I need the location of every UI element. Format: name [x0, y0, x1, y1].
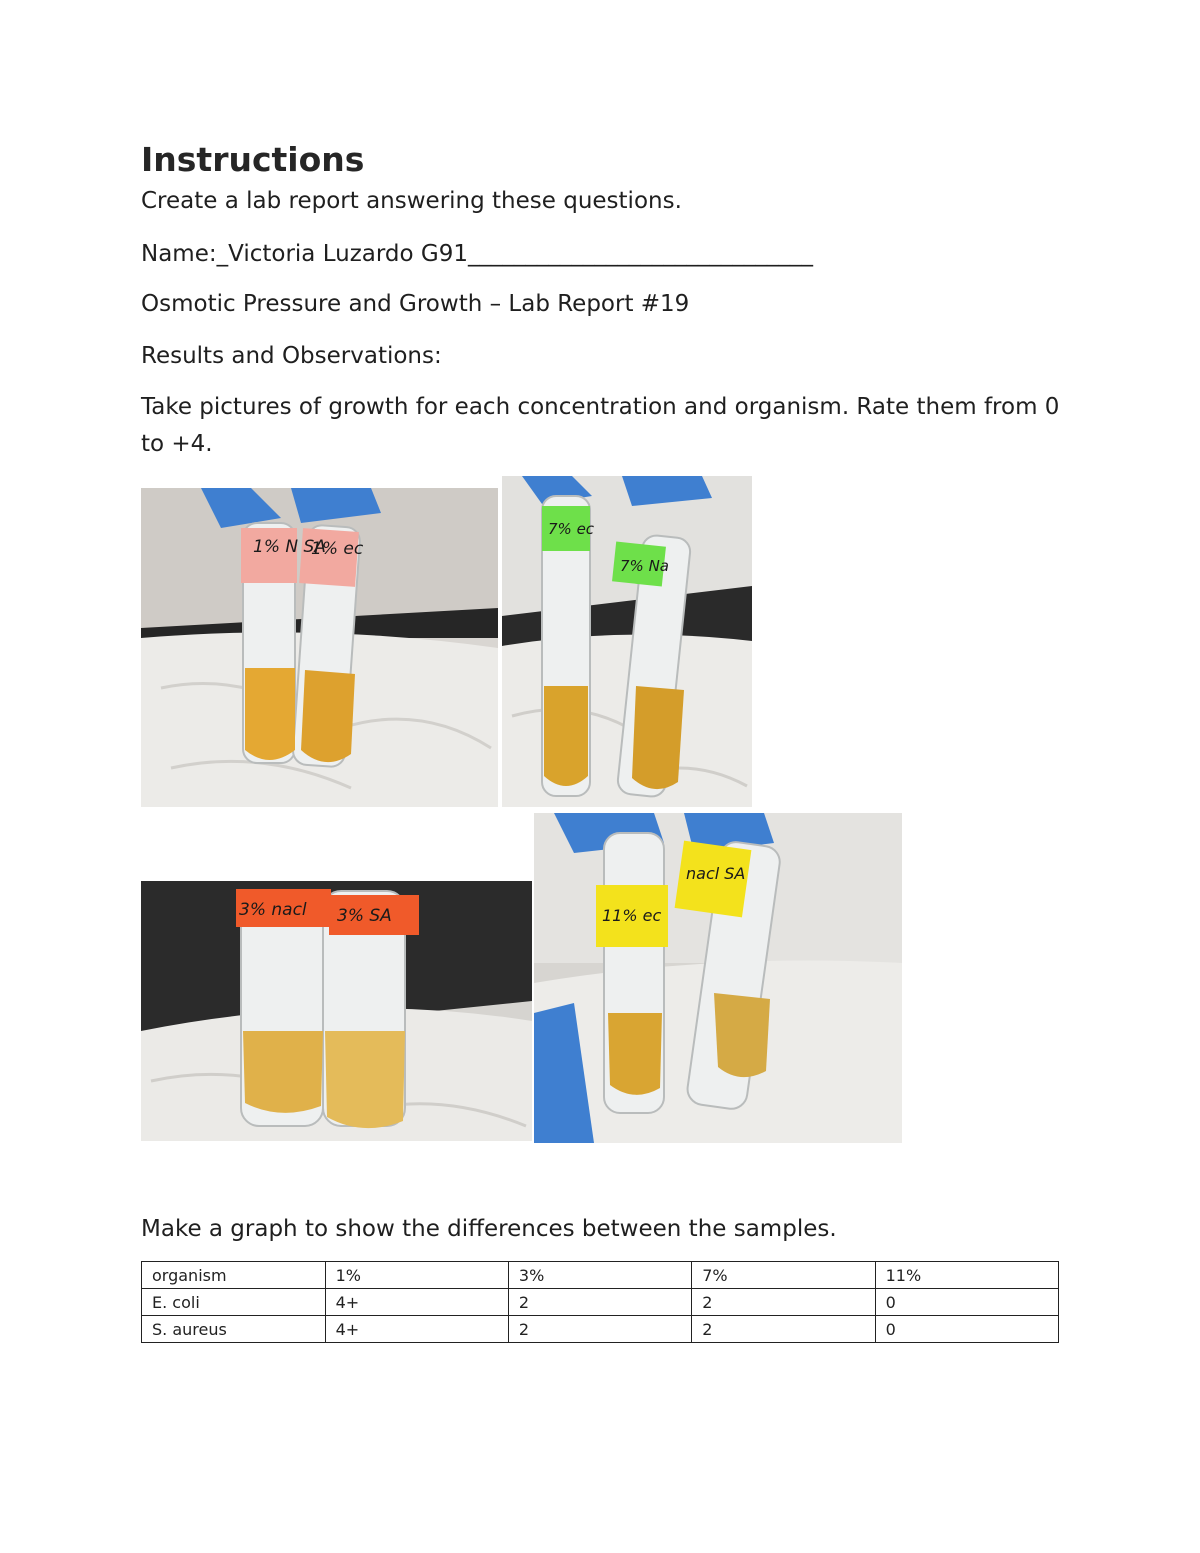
table-cell: 2 [692, 1316, 875, 1343]
right-tube-label: 7% Na [620, 557, 669, 575]
photo-7pct-tubes [502, 476, 752, 807]
name-line: Name:_Victoria Luzardo G91______________________________ [141, 241, 813, 267]
table-cell: E. coli [142, 1289, 326, 1316]
right-tube-label: 3% SA [337, 906, 392, 926]
photo-instruction: Take pictures of growth for each concentration and organism. Rate them from 0 to +4. [141, 394, 1060, 457]
left-tube-label: 3% nacl [239, 900, 307, 920]
table-header-cell: 1% [325, 1262, 508, 1289]
table-cell: 2 [508, 1289, 691, 1316]
right-tube-label: nacl SA [686, 864, 746, 883]
table-header-cell: 3% [508, 1262, 691, 1289]
table-cell: 4+ [325, 1316, 508, 1343]
photo-11pct-tubes [534, 813, 902, 1143]
table-header-row [142, 1262, 1059, 1289]
intro-text: Create a lab report answering these questions. [141, 188, 682, 214]
photo-3pct-tubes [141, 881, 532, 1141]
report-title: Osmotic Pressure and Growth – Lab Report #19 [141, 291, 690, 317]
table-cell: 2 [692, 1289, 875, 1316]
table-header-cell: 7% [692, 1262, 875, 1289]
left-tube-label: 1% N SA [253, 537, 326, 557]
table-cell: 0 [875, 1289, 1058, 1316]
table-header-cell: organism [142, 1262, 326, 1289]
results-heading: Results and Observations: [141, 343, 442, 369]
table-cell: 4+ [325, 1289, 508, 1316]
table-row [142, 1289, 1059, 1316]
right-tube-label: 1% ec [311, 539, 364, 559]
table-header-cell: 11% [875, 1262, 1058, 1289]
page-heading: Instructions [141, 140, 365, 179]
graph-instruction: Make a graph to show the differences between the samples. [141, 1216, 837, 1242]
table-cell: 2 [508, 1316, 691, 1343]
left-tube-label: 7% ec [548, 520, 595, 538]
table-cell: S. aureus [142, 1316, 326, 1343]
table-row [142, 1316, 1059, 1343]
table-cell: 0 [875, 1316, 1058, 1343]
left-tube-label: 11% ec [602, 906, 662, 925]
photo-1pct-tubes [141, 488, 498, 807]
growth-rating-table [141, 1261, 1059, 1343]
